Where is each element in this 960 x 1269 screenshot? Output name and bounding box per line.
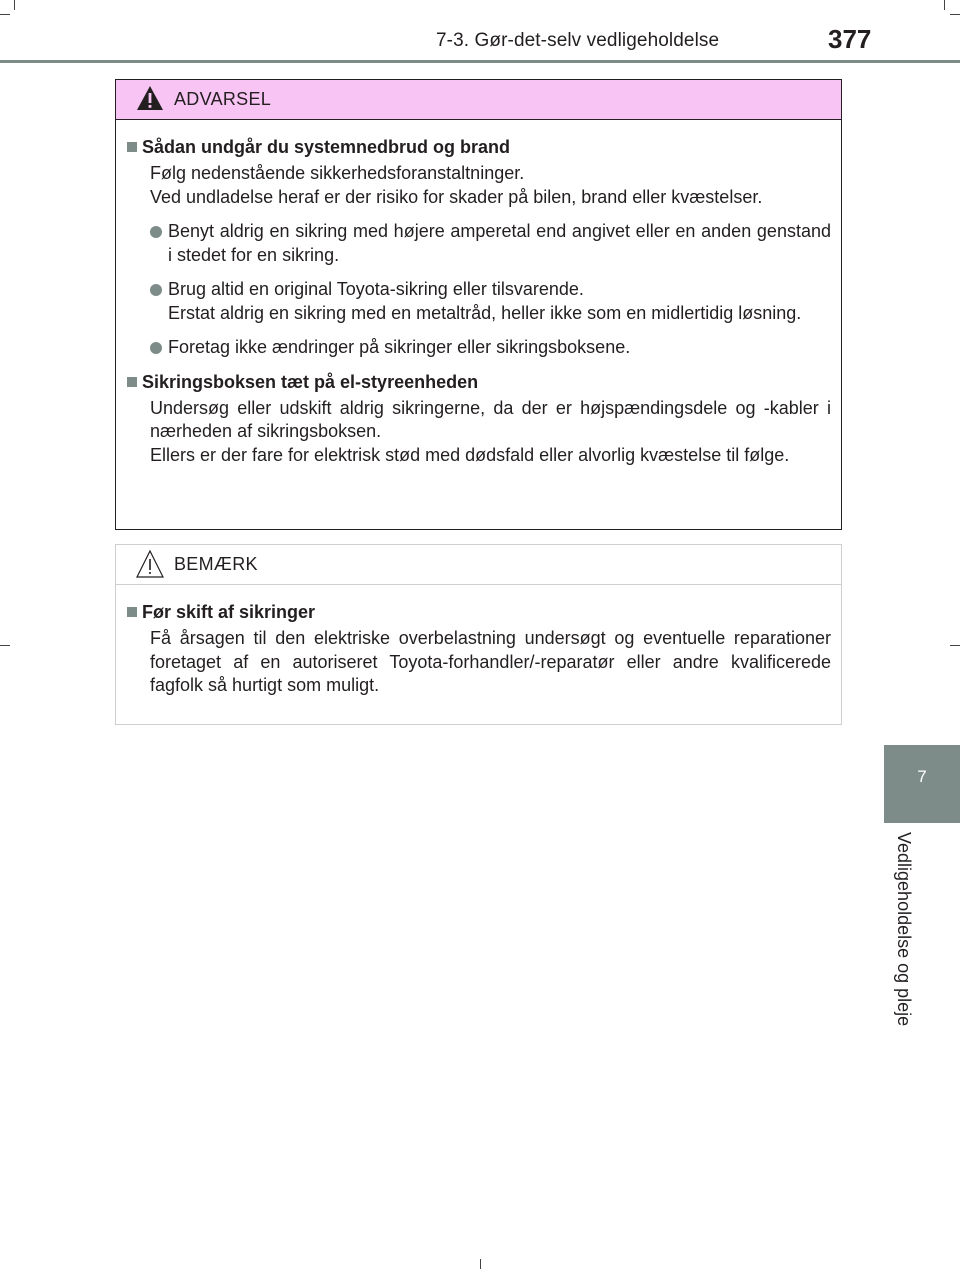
page-number: 377: [828, 24, 872, 54]
section-heading: [126, 371, 831, 393]
section-title: 7-3. Gør-det-selv vedligeholdelse: [436, 30, 720, 51]
round-bullet-icon: [150, 226, 162, 238]
warning-body: [116, 120, 841, 467]
crop-mark: [0, 645, 10, 646]
section-heading: [126, 136, 831, 158]
bullet-line: Brug altid en original Toyota-sikring eller tilsvarende.: [168, 279, 584, 299]
bullet-item: [150, 278, 831, 325]
notice-header: [116, 545, 841, 585]
paragraph-line: Få årsagen til den elektriske overbelastning undersøgt og eventuelle reparationer foretaget af en autoriseret Toyota-forhandler/-reparatør eller andre kvalificerede fagfolk så hurtigt som muligt.: [150, 628, 831, 695]
paragraph: [150, 162, 831, 209]
square-bullet-icon: [127, 607, 137, 617]
section-heading: [126, 601, 831, 623]
notice-box: [115, 544, 842, 725]
notice-title: BEMÆRK: [174, 554, 258, 574]
chapter-tab: [884, 745, 960, 823]
bullet-text: Foretag ikke ændringer på sikringer eller sikringsboksene.: [168, 337, 631, 357]
warning-title: ADVARSEL: [174, 89, 272, 109]
paragraph: [150, 627, 831, 698]
bullet-item: [150, 220, 831, 267]
paragraph-line: Ellers er der fare for elektrisk stød med dødsfald eller alvorlig kvæstelse til følge.: [150, 444, 790, 465]
chapter-label: Vedligeholdelse og pleje: [894, 832, 914, 1027]
crop-mark: [0, 14, 10, 15]
warning-triangle-icon: [135, 84, 165, 117]
crop-mark: [950, 645, 960, 646]
header-rule: [0, 60, 960, 63]
section-heading-text: Sikringsboksen tæt på el-styreenheden: [142, 371, 479, 392]
paragraph: [150, 397, 831, 468]
paragraph-line: Ved undladelse heraf er der risiko for skader på bilen, brand eller kvæstelser.: [150, 186, 763, 207]
bullet-line: Erstat aldrig en sikring med en metaltråd, heller ikke som en midlertidig løsning.: [168, 302, 802, 323]
section-heading-text: Sådan undgår du systemnedbrud og brand: [142, 137, 511, 157]
crop-mark: [14, 0, 15, 10]
warning-box: [115, 79, 842, 530]
paragraph-line: Undersøg eller udskift aldrig sikringerne, da der er højspændingsdele og -kabler i nærheden af sikringsboksen.: [150, 397, 831, 441]
crop-mark: [950, 14, 960, 15]
crop-mark: [480, 1259, 481, 1269]
section-heading-text: Før skift af sikringer: [142, 602, 316, 622]
round-bullet-icon: [150, 284, 162, 296]
notice-body: [116, 585, 841, 698]
paragraph-line: Følg nedenstående sikkerhedsforanstaltninger.: [150, 163, 525, 183]
square-bullet-icon: [127, 142, 137, 152]
bullet-text: [168, 278, 831, 325]
bullet-item: [150, 336, 831, 360]
caution-triangle-outline-icon: [135, 549, 165, 584]
chapter-number: 7: [917, 767, 927, 786]
bullet-text: Benyt aldrig en sikring med højere amperetal end angivet eller en anden genstand i stedet for en sikring.: [168, 221, 831, 265]
round-bullet-icon: [150, 342, 162, 354]
crop-mark: [944, 0, 945, 10]
square-bullet-icon: [127, 377, 137, 387]
warning-header: [116, 80, 841, 120]
